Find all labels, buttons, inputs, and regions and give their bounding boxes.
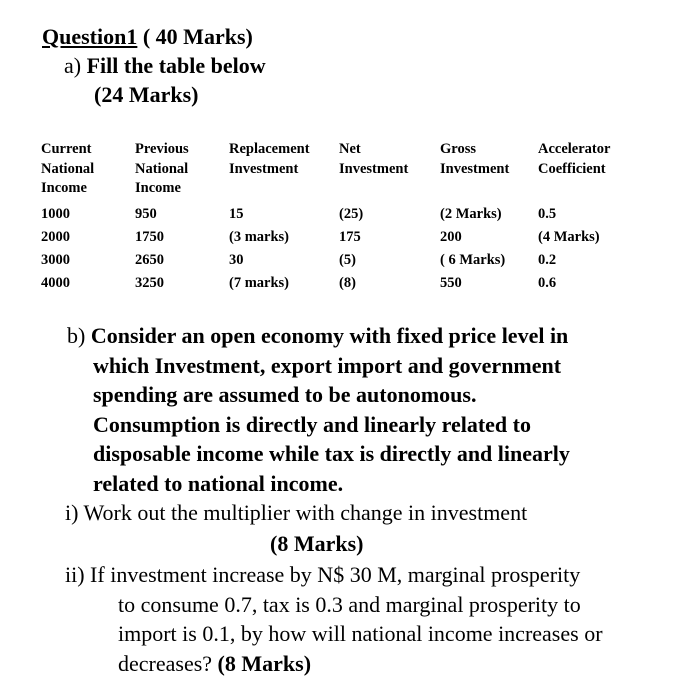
header-net-investment: Net Investment (339, 141, 409, 177)
table-cell: 2650 (135, 251, 164, 268)
part-ii-marks: (8 Marks) (217, 650, 312, 676)
table-cell: 550 (440, 274, 462, 291)
table-cell: (4 Marks) (538, 228, 600, 245)
table-cell: (25) (339, 205, 364, 222)
table-row (41, 272, 638, 295)
header-previous-national-income: Previous National Income (135, 141, 189, 196)
part-b-line: b) Consider an open economy with fixed price level in (67, 323, 569, 348)
table-cell: 1750 (135, 228, 164, 245)
table-cell: 175 (339, 228, 361, 245)
part-ii-line: ii) If investment increase by N$ 30 M, marginal prosperity (65, 562, 581, 587)
investment-table (41, 140, 638, 295)
table-cell: 950 (135, 205, 157, 222)
table-row (41, 203, 638, 226)
table-cell: 30 (229, 251, 244, 268)
part-a-instruction-line (64, 53, 266, 79)
table-cell: 0.5 (538, 205, 557, 222)
header-current-national-income: Current National Income (41, 141, 95, 196)
question-heading (42, 24, 253, 50)
header-gross-investment: Gross Investment (440, 141, 510, 177)
part-b-line: Consumption is directly and linearly related to (93, 411, 531, 437)
table-cell: ( 6 Marks) (440, 251, 506, 268)
part-a-label: a) (64, 53, 82, 78)
table-cell: (8) (339, 274, 356, 291)
table-cell: 1000 (41, 205, 70, 222)
part-b-line: spending are assumed to be autonomous. (93, 382, 477, 407)
table-cell: 3250 (135, 274, 164, 291)
table-cell: 4000 (41, 274, 70, 291)
part-ii-line: import is 0.1, by how will national income increases or (118, 621, 603, 646)
question-title: Question1 (42, 24, 138, 49)
table-cell: (7 marks) (229, 274, 290, 291)
table-cell: 2000 (41, 228, 70, 245)
part-ii-question (65, 560, 603, 678)
part-ii-line: decreases? (8 Marks) (118, 650, 312, 676)
table-cell: 200 (440, 228, 462, 245)
table-cell: 0.2 (538, 251, 557, 268)
table-row (41, 226, 638, 249)
table-cell: 15 (229, 205, 244, 222)
table-row (41, 249, 638, 272)
part-ii-line: to consume 0.7, tax is 0.3 and marginal prosperity to (118, 591, 581, 617)
table-cell: (2 Marks) (440, 205, 502, 222)
part-i-marks: (8 Marks) (270, 531, 364, 556)
table-cell: (3 marks) (229, 228, 290, 245)
part-b-label: b) (67, 323, 86, 348)
part-a-instruction: Fill the table below (86, 53, 266, 78)
table-cell: 3000 (41, 251, 70, 268)
table-cell: 0.6 (538, 274, 557, 291)
question-marks: ( 40 Marks) (142, 24, 253, 49)
header-replacement-investment: Replacement Investment (229, 141, 310, 177)
part-i-question: i) Work out the multiplier with change in investment (65, 500, 528, 525)
table-header-row (41, 140, 638, 203)
part-b-paragraph (67, 321, 667, 498)
part-b-line: related to national income. (93, 470, 344, 496)
header-accelerator-coefficient: Accelerator Coefficient (538, 141, 611, 177)
table-cell: (5) (339, 251, 356, 268)
part-a-marks: (24 Marks) (94, 82, 199, 107)
part-b-line: which Investment, export import and government (93, 352, 562, 378)
part-b-line: disposable income while tax is directly and linearly (93, 441, 570, 466)
